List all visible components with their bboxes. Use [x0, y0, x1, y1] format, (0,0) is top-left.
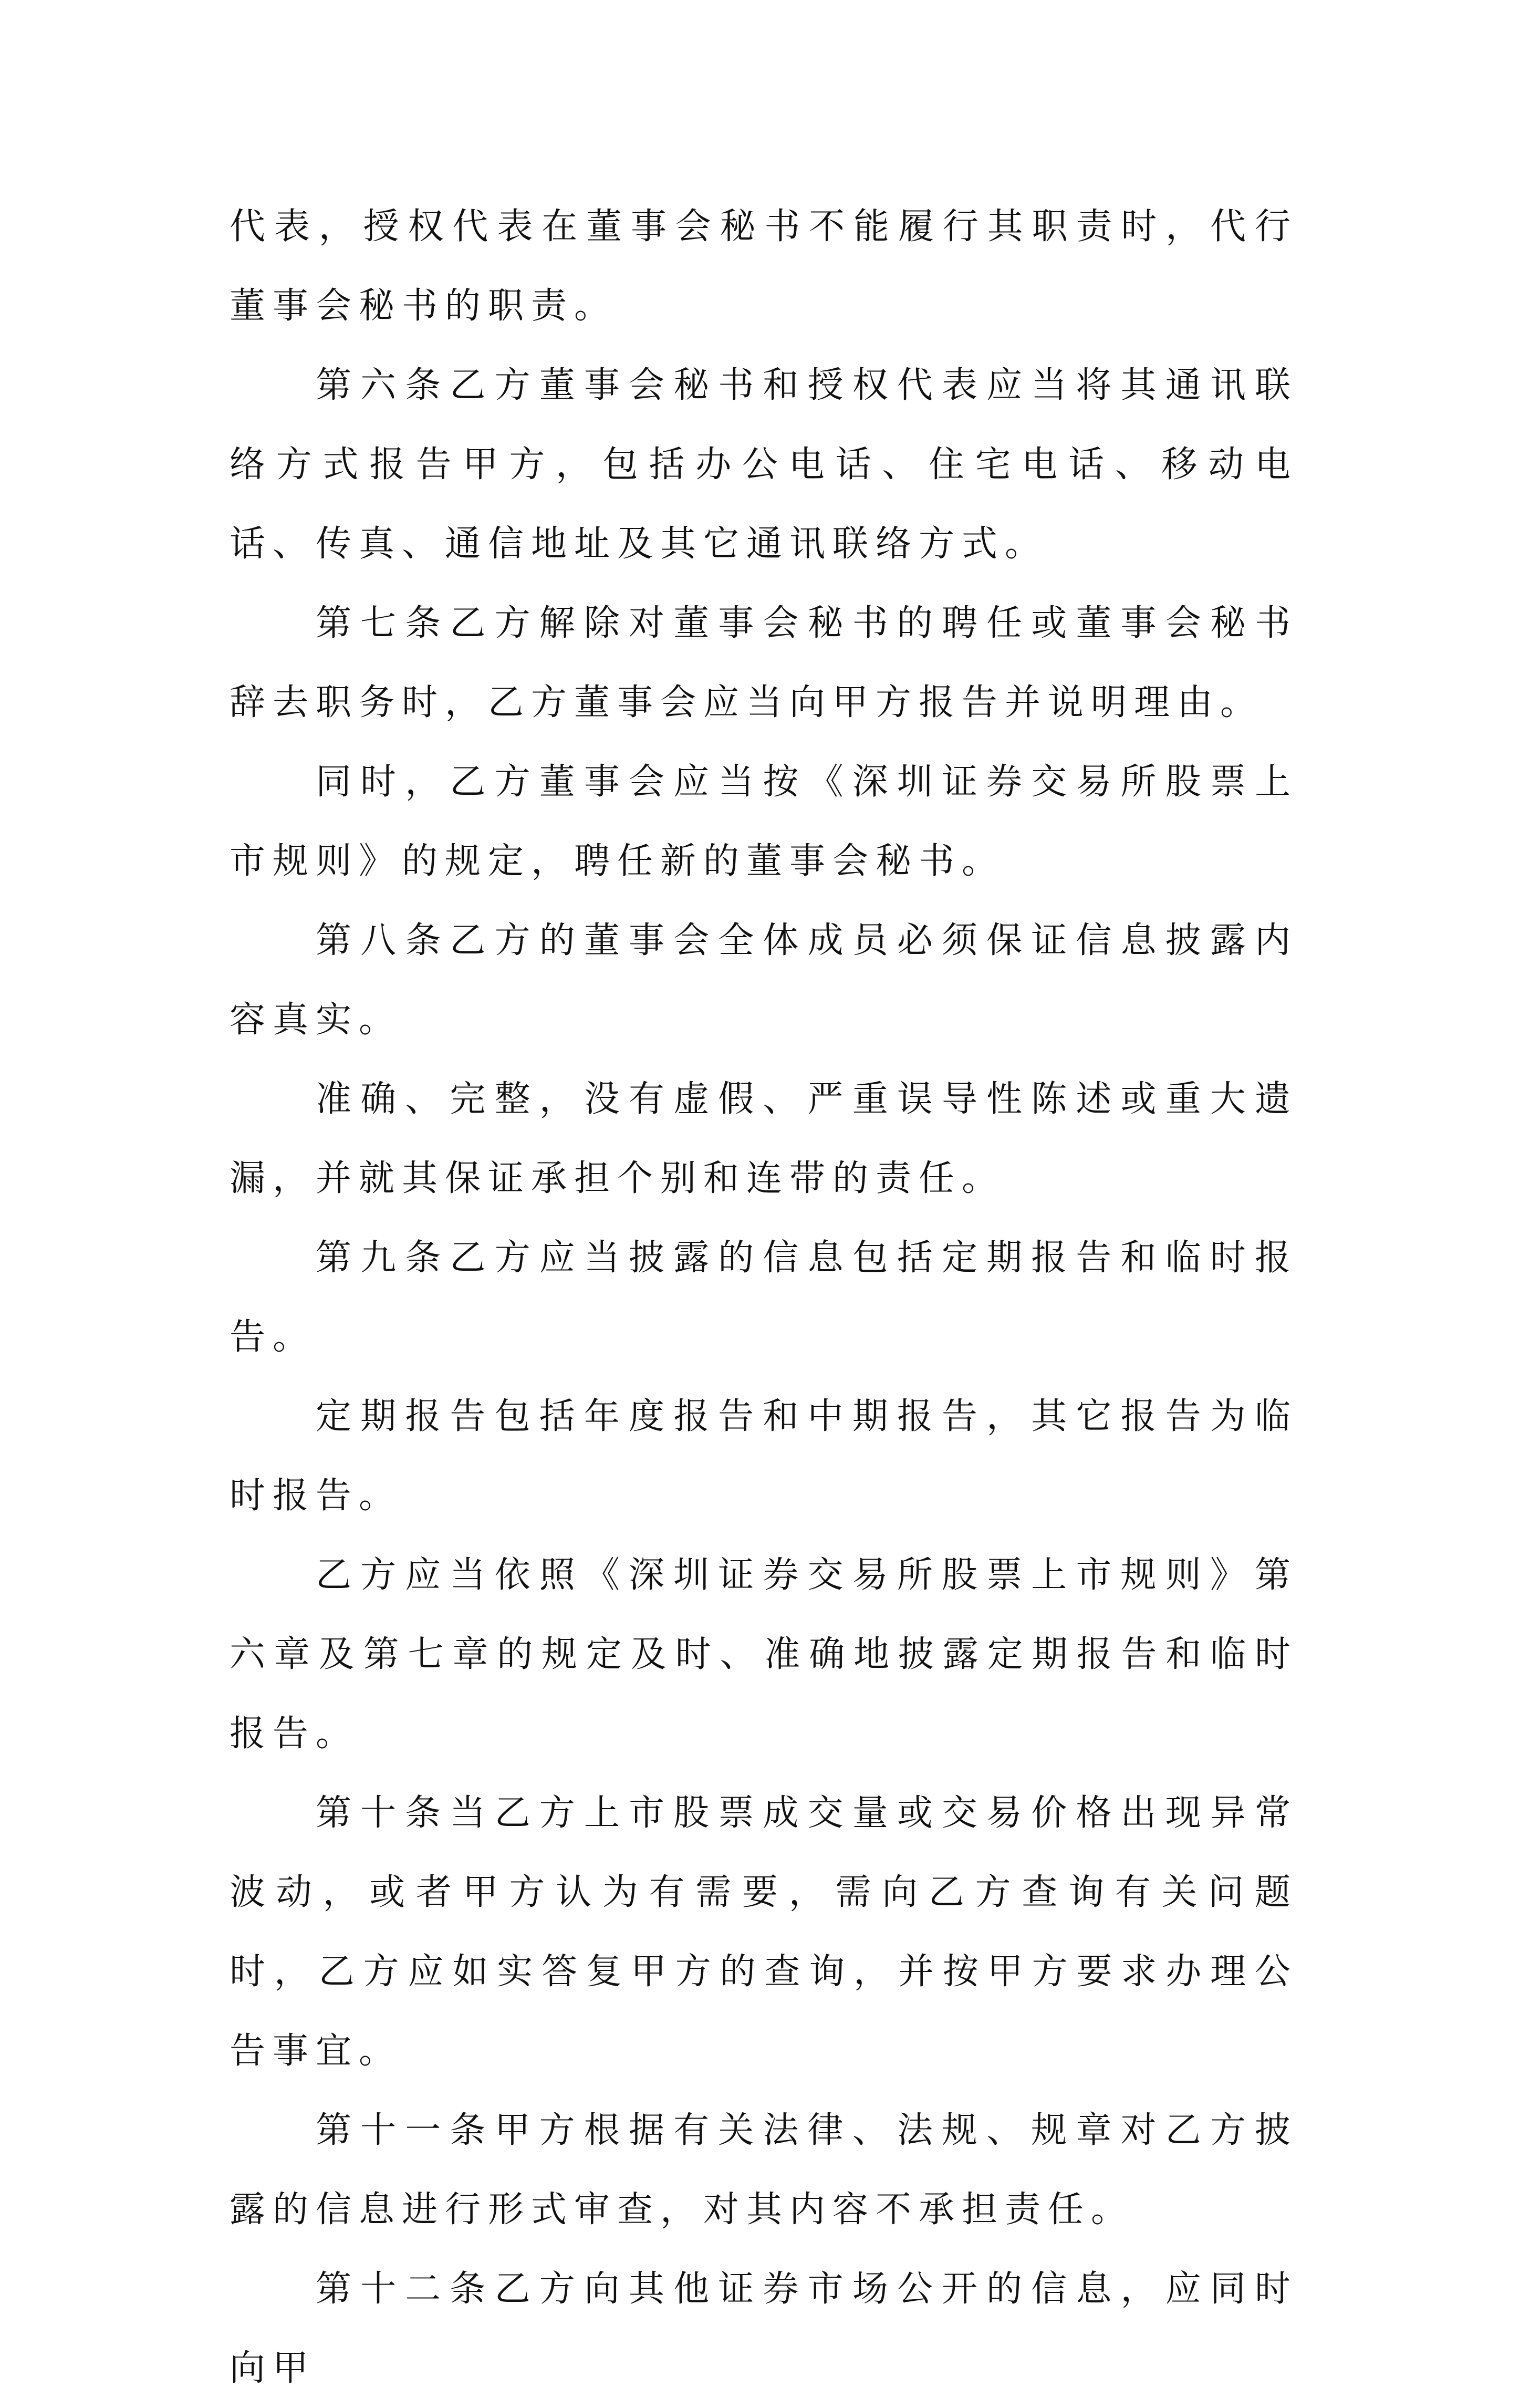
paragraph: 代表，授权代表在董事会秘书不能履行其职责时，代行董事会秘书的职责。	[230, 206, 1298, 327]
paragraph-article-9: 第九条乙方应当披露的信息包括定期报告和临时报告。	[230, 1237, 1298, 1358]
paragraph-article-6: 第六条乙方董事会秘书和授权代表应当将其通讯联络方式报告甲方，包括办公电话、住宅电话、移动电话、传真、通信地址及其它通讯联络方式。	[230, 365, 1298, 565]
paragraph: 准确、完整，没有虚假、严重误导性陈述或重大遗漏，并就其保证承担个别和连带的责任。	[230, 1078, 1298, 1199]
paragraph-article-10: 第十条当乙方上市股票成交量或交易价格出现异常波动，或者甲方认为有需要，需向乙方查询有关问题时，乙方应如实答复甲方的查询，并按甲方要求办理公告事宜。	[230, 1792, 1298, 2072]
paragraph-article-7: 第七条乙方解除对董事会秘书的聘任或董事会秘书辞去职务时，乙方董事会应当向甲方报告并说明理由。	[230, 603, 1298, 723]
paragraph-article-12: 第十二条乙方向其他证券市场公开的信息，应同时向甲	[230, 2268, 1298, 2389]
document-body	[230, 187, 1298, 2408]
paragraph: 定期报告包括年度报告和中期报告，其它报告为临时报告。	[230, 1396, 1298, 1517]
paragraph: 乙方应当依照《深圳证券交易所股票上市规则》第六章及第七章的规定及时、准确地披露定期报告和临时报告。	[230, 1554, 1298, 1755]
paragraph-article-8: 第八条乙方的董事会全体成员必须保证信息披露内容真实。	[230, 920, 1298, 1041]
paragraph: 同时，乙方董事会应当按《深圳证券交易所股票上市规则》的规定，聘任新的董事会秘书。	[230, 761, 1298, 882]
paragraph-article-11: 第十一条甲方根据有关法律、法规、规章对乙方披露的信息进行形式审查，对其内容不承担责任。	[230, 2110, 1298, 2230]
